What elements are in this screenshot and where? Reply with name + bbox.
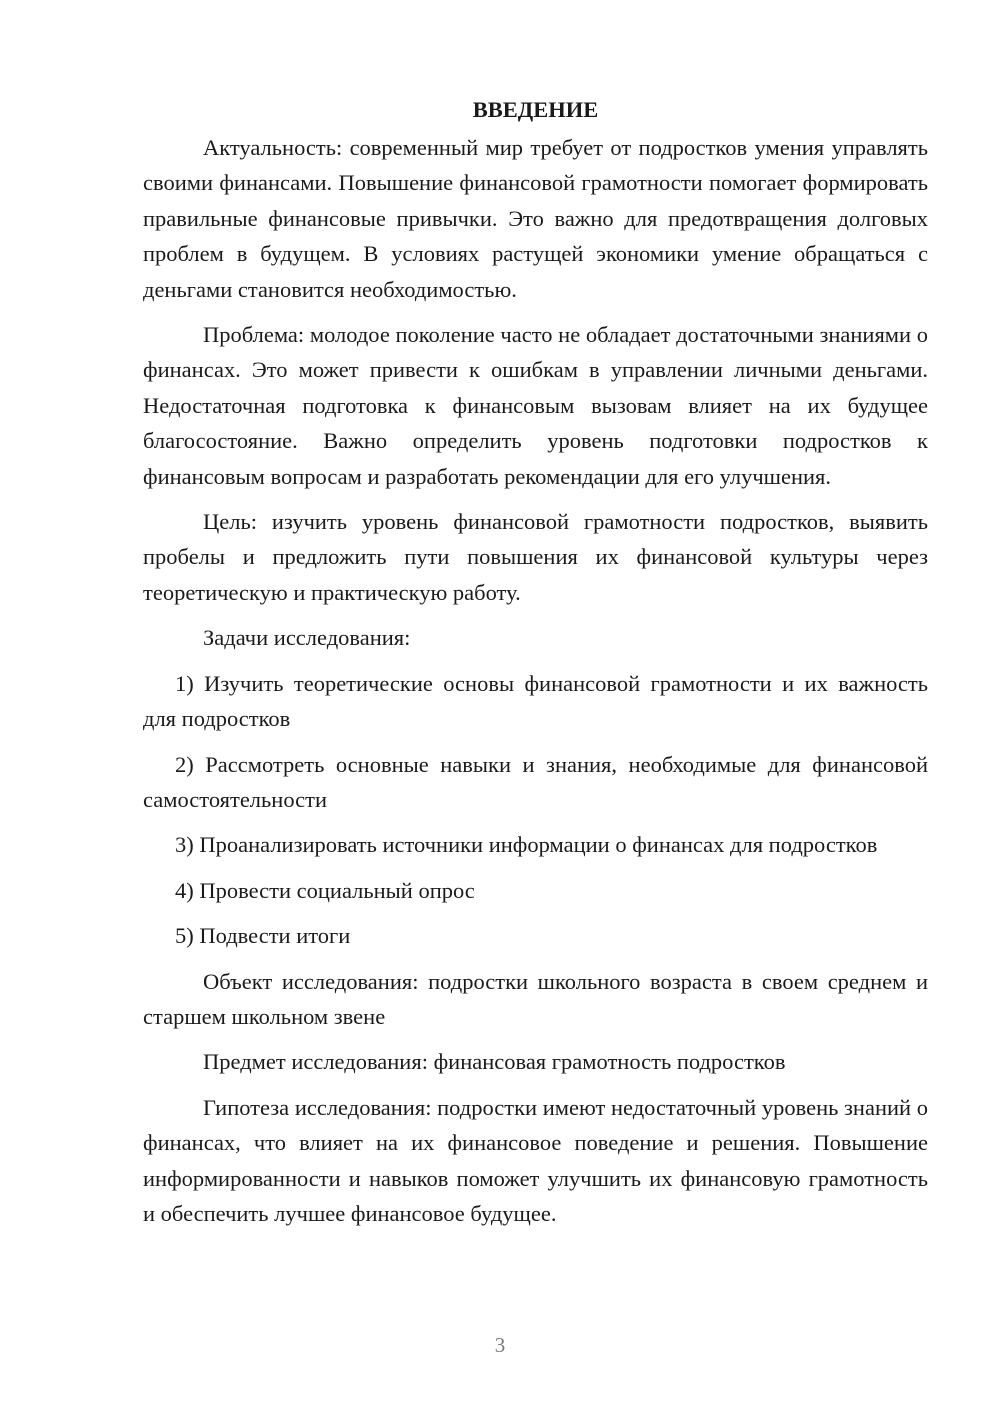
page-number: 3	[494, 1333, 506, 1357]
subject-paragraph: Предмет исследования: финансовая грамотность подростков	[203, 1049, 786, 1075]
document-page	[143, 92, 928, 1241]
goal-paragraph: Цель: изучить уровень финансовой грамотности подростков, выявить пробелы и предложить пути повышения их финансовой культуры через теоретическую и практическую работу.	[143, 509, 928, 605]
hypothesis-paragraph: Гипотеза исследования: подростки имеют недостаточный уровень знаний о финансах, что влияет на их финансовое поведение и решения. Повышение информированности и навыков поможет улучшить их финансовую грамотность и обеспечить лучшее финансовое будущее.	[143, 1094, 928, 1226]
task-item: 3) Проанализировать источники информации о финансах для подростков	[175, 832, 878, 858]
task-item: 2) Рассмотреть основные навыки и знания, необходимые для финансовой самостоятельности	[143, 751, 928, 812]
object-paragraph: Объект исследования: подростки школьного возраста в своем среднем и старшем школьном звене	[143, 968, 928, 1029]
task-item: 5) Подвести итоги	[175, 923, 351, 949]
relevance-paragraph: Актуальность: современный мир требует от подростков умения управлять своими финансами. Повышение финансовой грамотности помогает формировать правильные финансовые привычки. Это важно для предотвращения долговых проблем в будущем. В условиях растущей экономики умение обращаться с деньгами становится необходимостью.	[143, 135, 928, 302]
problem-paragraph: Проблема: молодое поколение часто не обладает достаточными знаниями о финансах. Это может привести к ошибкам в управлении личными деньгами. Недостаточная подготовка к финансовым вызовам влияет на их будущее благосостояние. Важно определить уровень подготовки подростков к финансовым вопросам и разработать рекомендации для его улучшения.	[143, 322, 928, 489]
task-item: 1) Изучить теоретические основы финансовой грамотности и их важность для подростков	[143, 670, 928, 732]
section-title: ВВЕДЕНИЕ	[472, 97, 599, 122]
task-item: 4) Провести социальный опрос	[175, 877, 475, 903]
tasks-heading: Задачи исследования:	[203, 625, 411, 651]
